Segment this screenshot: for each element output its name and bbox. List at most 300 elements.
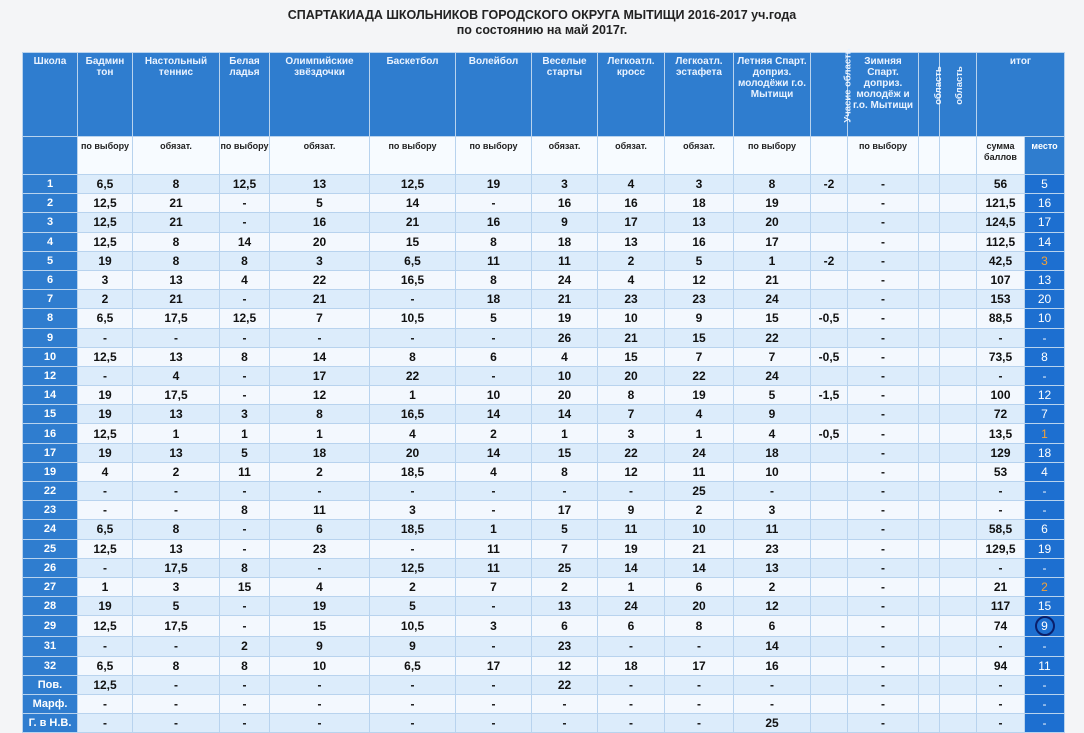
- score-cell: 6,5: [78, 309, 133, 328]
- column-header: Белая ладья: [220, 53, 270, 137]
- score-cell: -: [848, 616, 919, 637]
- score-cell: 12: [734, 597, 811, 616]
- score-cell: 3: [456, 616, 532, 637]
- score-cell: 19: [78, 443, 133, 462]
- place-cell: 11: [1025, 656, 1065, 675]
- score-cell: 8: [270, 405, 370, 424]
- score-cell: 2: [456, 424, 532, 443]
- score-cell: 4: [598, 270, 665, 289]
- score-cell: 13,5: [977, 424, 1025, 443]
- score-cell: [940, 694, 977, 713]
- score-cell: -: [370, 290, 456, 309]
- table-row: [23, 194, 1065, 213]
- score-cell: 5: [133, 597, 220, 616]
- school-cell: 7: [23, 290, 78, 309]
- score-cell: 18: [532, 232, 598, 251]
- column-subheader: обязат.: [133, 137, 220, 175]
- place-cell: 16: [1025, 194, 1065, 213]
- column-subheader: по выбору: [848, 137, 919, 175]
- score-cell: -: [848, 251, 919, 270]
- score-cell: 7: [456, 577, 532, 596]
- score-cell: [919, 386, 940, 405]
- score-cell: 10: [532, 366, 598, 385]
- score-cell: 17,5: [133, 309, 220, 328]
- place-cell: 19: [1025, 539, 1065, 558]
- score-cell: -: [848, 270, 919, 289]
- school-cell: 10: [23, 347, 78, 366]
- score-cell: -: [848, 637, 919, 656]
- column-subheader: сумма баллов: [977, 137, 1025, 175]
- title-line-2: по состоянию на май 2017г.: [456, 23, 628, 37]
- score-cell: 4: [532, 347, 598, 366]
- column-header: Олимпийские звёздочки: [270, 53, 370, 137]
- score-cell: 15: [532, 443, 598, 462]
- score-cell: -: [456, 694, 532, 713]
- score-cell: -: [734, 675, 811, 694]
- score-cell: 20: [598, 366, 665, 385]
- school-cell: 29: [23, 616, 78, 637]
- score-cell: [811, 270, 848, 289]
- score-cell: 3: [665, 175, 734, 194]
- score-cell: -: [78, 558, 133, 577]
- score-cell: [940, 637, 977, 656]
- score-cell: 20: [532, 386, 598, 405]
- school-cell: 28: [23, 597, 78, 616]
- score-cell: 15: [598, 347, 665, 366]
- place-cell: 17: [1025, 213, 1065, 232]
- score-cell: 2: [220, 637, 270, 656]
- score-cell: 19: [532, 309, 598, 328]
- column-header: Бадмин тон: [78, 53, 133, 137]
- score-cell: -: [665, 637, 734, 656]
- score-cell: 1: [734, 251, 811, 270]
- table-row: [23, 232, 1065, 251]
- score-cell: [940, 175, 977, 194]
- score-cell: -: [977, 482, 1025, 501]
- score-cell: 16: [598, 194, 665, 213]
- score-cell: 12,5: [78, 424, 133, 443]
- score-cell: [919, 637, 940, 656]
- score-cell: 9: [270, 637, 370, 656]
- score-cell: 9: [370, 637, 456, 656]
- score-cell: 21: [270, 290, 370, 309]
- score-cell: 24: [665, 443, 734, 462]
- score-cell: 8: [532, 462, 598, 481]
- score-cell: 15: [370, 232, 456, 251]
- place-cell: 15: [1025, 597, 1065, 616]
- score-cell: 129,5: [977, 539, 1025, 558]
- score-cell: [940, 539, 977, 558]
- score-cell: 14: [456, 405, 532, 424]
- score-cell: 4: [270, 577, 370, 596]
- score-cell: -: [532, 714, 598, 733]
- table-row: [23, 309, 1065, 328]
- score-cell: -: [598, 714, 665, 733]
- score-cell: 2: [270, 462, 370, 481]
- score-cell: 15: [734, 309, 811, 328]
- score-cell: 4: [734, 424, 811, 443]
- score-cell: -: [532, 694, 598, 713]
- score-cell: -: [220, 194, 270, 213]
- place-cell: 6: [1025, 520, 1065, 539]
- score-cell: 6: [456, 347, 532, 366]
- score-cell: [940, 714, 977, 733]
- score-cell: 1: [665, 424, 734, 443]
- score-cell: 13: [734, 558, 811, 577]
- score-cell: 21: [133, 194, 220, 213]
- score-cell: 25: [532, 558, 598, 577]
- score-cell: 10: [665, 520, 734, 539]
- score-cell: 21: [133, 213, 220, 232]
- score-cell: [811, 462, 848, 481]
- score-cell: [940, 443, 977, 462]
- score-cell: -: [665, 714, 734, 733]
- score-cell: 73,5: [977, 347, 1025, 366]
- score-cell: [919, 347, 940, 366]
- place-cell: 13: [1025, 270, 1065, 289]
- column-subheader: по выбору: [78, 137, 133, 175]
- score-cell: [940, 194, 977, 213]
- score-cell: [940, 328, 977, 347]
- score-cell: 13: [270, 175, 370, 194]
- school-cell: 5: [23, 251, 78, 270]
- score-cell: 10,5: [370, 616, 456, 637]
- score-cell: [940, 405, 977, 424]
- score-cell: [940, 656, 977, 675]
- score-cell: 19: [734, 194, 811, 213]
- score-cell: 6,5: [78, 520, 133, 539]
- column-subheader: [23, 137, 78, 175]
- score-cell: [940, 386, 977, 405]
- score-cell: 4: [133, 366, 220, 385]
- score-cell: [811, 597, 848, 616]
- score-cell: 14: [734, 637, 811, 656]
- score-cell: 4: [665, 405, 734, 424]
- score-cell: 8: [133, 251, 220, 270]
- score-cell: [811, 656, 848, 675]
- school-cell: 19: [23, 462, 78, 481]
- score-cell: 5: [665, 251, 734, 270]
- score-cell: 13: [133, 443, 220, 462]
- score-cell: 7: [532, 539, 598, 558]
- score-cell: 6,5: [370, 656, 456, 675]
- score-cell: 23: [734, 539, 811, 558]
- table-row: [23, 577, 1065, 596]
- score-cell: 26: [532, 328, 598, 347]
- score-cell: 8: [133, 232, 220, 251]
- place-cell: -: [1025, 328, 1065, 347]
- score-cell: 17: [532, 501, 598, 520]
- score-cell: 18: [456, 290, 532, 309]
- score-cell: -: [220, 694, 270, 713]
- score-cell: 5: [532, 520, 598, 539]
- school-cell: 4: [23, 232, 78, 251]
- score-cell: 2: [598, 251, 665, 270]
- score-cell: 8: [370, 347, 456, 366]
- score-cell: -: [78, 694, 133, 713]
- score-cell: 117: [977, 597, 1025, 616]
- score-cell: -: [456, 714, 532, 733]
- score-cell: -: [734, 694, 811, 713]
- column-header: [940, 53, 977, 137]
- score-cell: 12,5: [370, 558, 456, 577]
- place-cell: 3: [1025, 251, 1065, 270]
- score-cell: [919, 539, 940, 558]
- school-cell: 2: [23, 194, 78, 213]
- score-cell: [919, 482, 940, 501]
- score-cell: 12,5: [370, 175, 456, 194]
- score-cell: 11: [532, 251, 598, 270]
- score-cell: 24: [598, 597, 665, 616]
- score-cell: 11: [220, 462, 270, 481]
- score-cell: [811, 577, 848, 596]
- score-cell: 5: [270, 194, 370, 213]
- score-cell: 2: [734, 577, 811, 596]
- score-cell: -: [977, 694, 1025, 713]
- subheader-row: [23, 137, 1065, 175]
- score-cell: 16: [734, 656, 811, 675]
- score-cell: -: [848, 577, 919, 596]
- score-cell: [811, 328, 848, 347]
- score-cell: -: [133, 328, 220, 347]
- score-cell: [919, 577, 940, 596]
- score-cell: [811, 232, 848, 251]
- score-cell: 1: [133, 424, 220, 443]
- school-cell: 8: [23, 309, 78, 328]
- score-cell: [940, 290, 977, 309]
- score-cell: [811, 694, 848, 713]
- score-cell: 9: [598, 501, 665, 520]
- score-cell: -: [848, 366, 919, 385]
- score-cell: 12,5: [78, 616, 133, 637]
- place-cell: -: [1025, 637, 1065, 656]
- score-cell: 9: [532, 213, 598, 232]
- table-row: [23, 405, 1065, 424]
- score-cell: [811, 213, 848, 232]
- score-cell: 21: [133, 290, 220, 309]
- column-header: Школа: [23, 53, 78, 137]
- score-cell: 11: [734, 520, 811, 539]
- score-cell: 13: [665, 213, 734, 232]
- score-cell: [940, 424, 977, 443]
- score-cell: 23: [665, 290, 734, 309]
- score-cell: -: [78, 501, 133, 520]
- score-cell: 8: [133, 520, 220, 539]
- score-cell: 16: [532, 194, 598, 213]
- score-cell: 19: [598, 539, 665, 558]
- score-cell: [940, 213, 977, 232]
- score-cell: -: [270, 328, 370, 347]
- score-cell: 3: [133, 577, 220, 596]
- table-row: [23, 213, 1065, 232]
- score-cell: 56: [977, 175, 1025, 194]
- table-row: [23, 694, 1065, 713]
- score-cell: 11: [270, 501, 370, 520]
- score-cell: [811, 539, 848, 558]
- score-cell: [811, 290, 848, 309]
- score-cell: -: [456, 637, 532, 656]
- score-cell: -: [456, 482, 532, 501]
- score-cell: 18: [598, 656, 665, 675]
- score-cell: -: [456, 501, 532, 520]
- score-cell: 19: [78, 386, 133, 405]
- place-cell: -: [1025, 558, 1065, 577]
- score-cell: -: [848, 539, 919, 558]
- table-body: [23, 175, 1065, 733]
- place-cell: 8: [1025, 347, 1065, 366]
- score-cell: 2: [532, 577, 598, 596]
- score-cell: 12: [665, 270, 734, 289]
- score-cell: -: [848, 424, 919, 443]
- school-cell: 12: [23, 366, 78, 385]
- score-cell: [919, 443, 940, 462]
- score-cell: 19: [78, 251, 133, 270]
- score-cell: -: [133, 637, 220, 656]
- score-cell: -: [270, 675, 370, 694]
- score-cell: 14: [270, 347, 370, 366]
- score-cell: [919, 194, 940, 213]
- score-cell: -: [848, 347, 919, 366]
- score-cell: 12,5: [220, 175, 270, 194]
- score-cell: 11: [598, 520, 665, 539]
- score-cell: -: [848, 232, 919, 251]
- score-cell: 8: [133, 175, 220, 194]
- score-cell: 24: [734, 366, 811, 385]
- score-cell: -: [977, 637, 1025, 656]
- score-cell: -: [370, 694, 456, 713]
- place-cell: 18: [1025, 443, 1065, 462]
- score-cell: 23: [598, 290, 665, 309]
- score-cell: [940, 577, 977, 596]
- score-cell: [940, 616, 977, 637]
- place-cell: 1: [1025, 424, 1065, 443]
- score-cell: 7: [270, 309, 370, 328]
- school-cell: 3: [23, 213, 78, 232]
- column-header-label: область: [953, 66, 965, 105]
- score-cell: 17,5: [133, 386, 220, 405]
- column-header: Летняя Спарт. доприз. молодёжи г.о. Мытищи: [734, 53, 811, 137]
- score-cell: 21: [977, 577, 1025, 596]
- score-cell: 20: [270, 232, 370, 251]
- score-cell: 17: [734, 232, 811, 251]
- score-cell: 6,5: [370, 251, 456, 270]
- score-cell: 8: [133, 656, 220, 675]
- score-cell: 14: [532, 405, 598, 424]
- score-cell: [811, 675, 848, 694]
- column-header: [811, 48, 854, 137]
- score-cell: 13: [133, 405, 220, 424]
- score-cell: [919, 597, 940, 616]
- score-cell: 72: [977, 405, 1025, 424]
- score-cell: 2: [370, 577, 456, 596]
- score-cell: 6: [598, 616, 665, 637]
- score-cell: [940, 366, 977, 385]
- table-row: [23, 424, 1065, 443]
- score-cell: 3: [598, 424, 665, 443]
- score-cell: 11: [456, 251, 532, 270]
- score-cell: 11: [456, 539, 532, 558]
- score-cell: 9: [734, 405, 811, 424]
- score-cell: -: [370, 714, 456, 733]
- score-cell: 10: [456, 386, 532, 405]
- score-cell: -: [848, 290, 919, 309]
- place-cell: 7: [1025, 405, 1065, 424]
- score-cell: 14: [665, 558, 734, 577]
- score-cell: [919, 714, 940, 733]
- score-cell: [919, 616, 940, 637]
- table-row: [23, 482, 1065, 501]
- results-table: [22, 48, 1065, 733]
- place-cell: -: [1025, 366, 1065, 385]
- table-row: [23, 175, 1065, 194]
- score-cell: 17: [598, 213, 665, 232]
- table-row: [23, 328, 1065, 347]
- score-cell: 4: [598, 175, 665, 194]
- score-cell: 12: [532, 656, 598, 675]
- score-cell: 88,5: [977, 309, 1025, 328]
- score-cell: [811, 558, 848, 577]
- score-cell: [940, 501, 977, 520]
- score-cell: 21: [734, 270, 811, 289]
- table-row: [23, 501, 1065, 520]
- score-cell: 4: [220, 270, 270, 289]
- score-cell: -: [848, 501, 919, 520]
- score-cell: -: [665, 675, 734, 694]
- score-cell: [940, 558, 977, 577]
- score-cell: 12,5: [78, 347, 133, 366]
- score-cell: -: [133, 482, 220, 501]
- table-row: [23, 675, 1065, 694]
- score-cell: -: [977, 366, 1025, 385]
- score-cell: -: [220, 714, 270, 733]
- school-cell: 26: [23, 558, 78, 577]
- school-cell: 14: [23, 386, 78, 405]
- score-cell: 1: [456, 520, 532, 539]
- score-cell: -: [133, 675, 220, 694]
- score-cell: 8: [456, 270, 532, 289]
- table-row: [23, 539, 1065, 558]
- score-cell: -: [977, 714, 1025, 733]
- column-header-label: Учасие область: [842, 48, 854, 123]
- score-cell: 6,5: [78, 175, 133, 194]
- score-cell: -0,5: [811, 424, 848, 443]
- score-cell: [940, 232, 977, 251]
- column-subheader: по выбору: [734, 137, 811, 175]
- score-cell: 53: [977, 462, 1025, 481]
- score-cell: -: [78, 328, 133, 347]
- table-row: [23, 270, 1065, 289]
- table-row: [23, 520, 1065, 539]
- score-cell: 8: [220, 501, 270, 520]
- table-row: [23, 637, 1065, 656]
- score-cell: -: [78, 637, 133, 656]
- column-header: Легкоатл. эстафета: [665, 53, 734, 137]
- column-header-label: область: [932, 66, 944, 105]
- score-cell: [919, 328, 940, 347]
- score-cell: 10,5: [370, 309, 456, 328]
- score-cell: [919, 251, 940, 270]
- place-cell: -: [1025, 714, 1065, 733]
- score-cell: 5: [456, 309, 532, 328]
- score-cell: -: [220, 482, 270, 501]
- score-cell: 14: [598, 558, 665, 577]
- column-header: Веселые старты: [532, 53, 598, 137]
- column-header: Волейбол: [456, 53, 532, 137]
- score-cell: -: [456, 597, 532, 616]
- score-cell: [919, 366, 940, 385]
- score-cell: -: [133, 501, 220, 520]
- score-cell: 7: [734, 347, 811, 366]
